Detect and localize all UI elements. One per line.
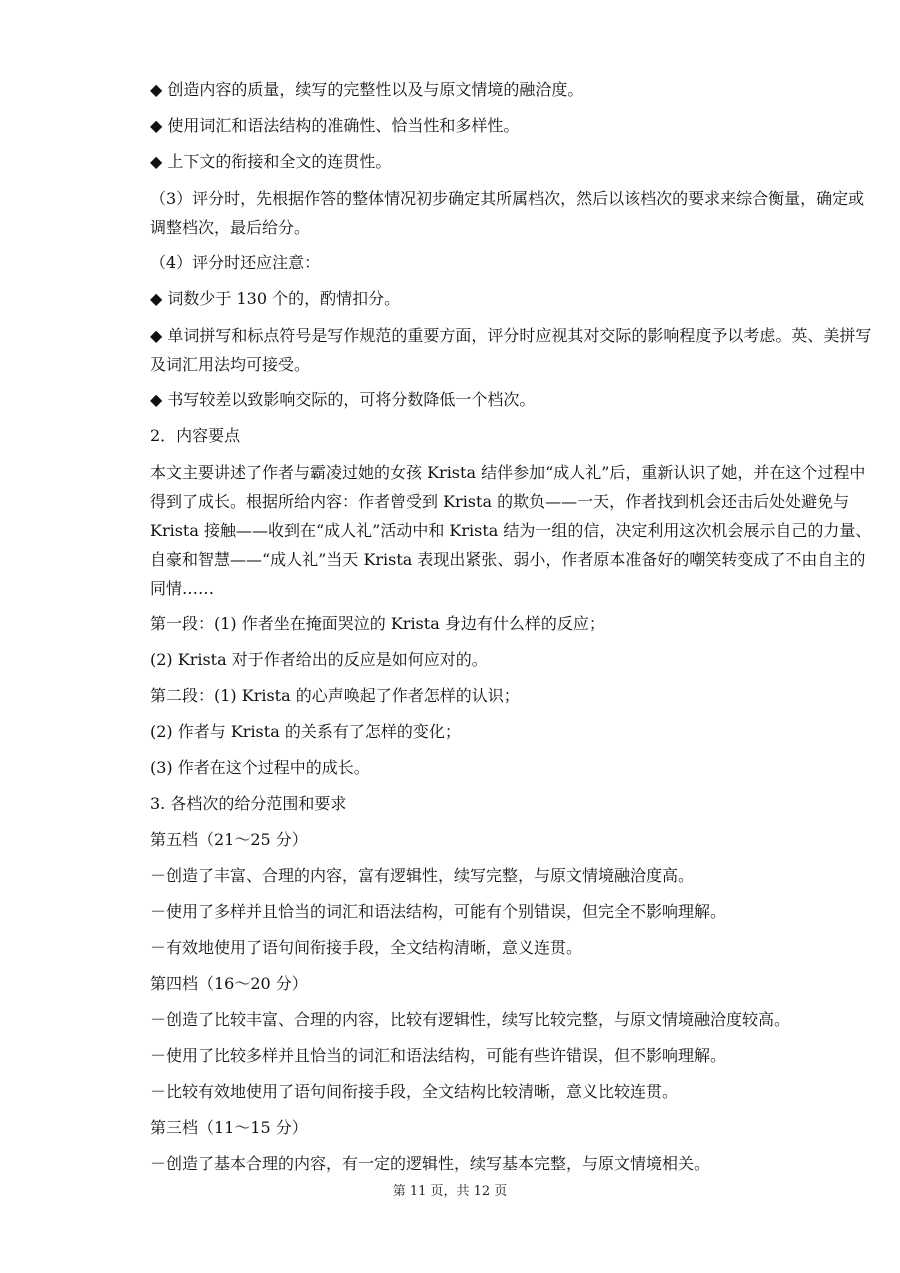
rule-3: （3）评分时，先根据作答的整体情况初步确定其所属档次，然后以该档次的要求来综合衡量，确定或调整档次，最后给分。	[150, 189, 865, 237]
level-4-item: －创造了比较丰富、合理的内容，比较有逻辑性，续写比较完整，与原文情境融洽度较高。	[150, 1010, 791, 1029]
level-4-item: －使用了比较多样并且恰当的词汇和语法结构，可能有些许错误，但不影响理解。	[150, 1046, 727, 1065]
para2-point-2: (2) 作者与 Krista 的关系有了怎样的变化；	[150, 722, 461, 741]
level-5-item: －有效地使用了语句间衔接手段，全文结构清晰，意义连贯。	[150, 938, 583, 957]
level-5-item: －创造了丰富、合理的内容，富有逻辑性，续写完整，与原文情境融洽度高。	[150, 866, 695, 885]
level-5-title: 第五档（21～25 分）	[150, 830, 308, 849]
section-2-title: 2．内容要点	[150, 426, 241, 445]
level-3-title: 第三档（11～15 分）	[150, 1118, 308, 1137]
para2-point-1: 第二段：(1) Krista 的心声唤起了作者怎样的认识；	[150, 686, 520, 705]
criterion-quality: ◆ 创造内容的质量，续写的完整性以及与原文情境的融洽度。	[150, 72, 878, 108]
content-summary: 本文主要讲述了作者与霸凌过她的女孩 Krista 结伴参加“成人礼”后，重新认识了她，并在这个过程中得到了成长。根据所给内容：作者曾受到 Krista 的欺负——一天，作者找到机会还击后处处避免与 Krista 接触——收到在“成人礼”活动中和 Krista 结为一组的信，决定利用这次机会展示自己的力量、自豪和智慧——“成人礼”当天 Krista 表现出紧张、弱小，作者原本准备好的嘲笑转变成了不由自主的同情……	[150, 463, 872, 598]
page-number: 第 11 页，共 12 页	[392, 1184, 508, 1199]
para1-point-2: (2) Krista 对于作者给出的反应是如何应对的。	[150, 650, 488, 669]
note-handwriting: ◆ 书写较差以致影响交际的，可将分数降低一个档次。	[150, 382, 878, 418]
note-spelling: ◆ 单词拼写和标点符号是写作规范的重要方面，评分时应视其对交际的影响程度予以考虑。英、美拼写及词汇用法均可接受。	[150, 317, 878, 382]
level-5-item: －使用了多样并且恰当的词汇和语法结构，可能有个别错误，但完全不影响理解。	[150, 902, 727, 921]
para1-point-1: 第一段：(1) 作者坐在掩面哭泣的 Krista 身边有什么样的反应；	[150, 614, 605, 633]
note-word-count: ◆ 词数少于 130 个的，酌情扣分。	[150, 281, 878, 317]
level-4-title: 第四档（16～20 分）	[150, 974, 308, 993]
document-body	[150, 72, 878, 1182]
criterion-language: ◆ 使用词汇和语法结构的准确性、恰当性和多样性。	[150, 108, 878, 144]
section-3-title: 3. 各档次的给分范围和要求	[150, 794, 347, 813]
para2-point-3: (3) 作者在这个过程中的成长。	[150, 758, 370, 777]
level-4-item: －比较有效地使用了语句间衔接手段，全文结构比较清晰，意义比较连贯。	[150, 1082, 679, 1101]
criterion-coherence: ◆ 上下文的衔接和全文的连贯性。	[150, 144, 878, 180]
rule-4-title: （4）评分时还应注意：	[150, 253, 321, 272]
level-3-item: －创造了基本合理的内容，有一定的逻辑性，续写基本完整，与原文情境相关。	[150, 1154, 711, 1173]
